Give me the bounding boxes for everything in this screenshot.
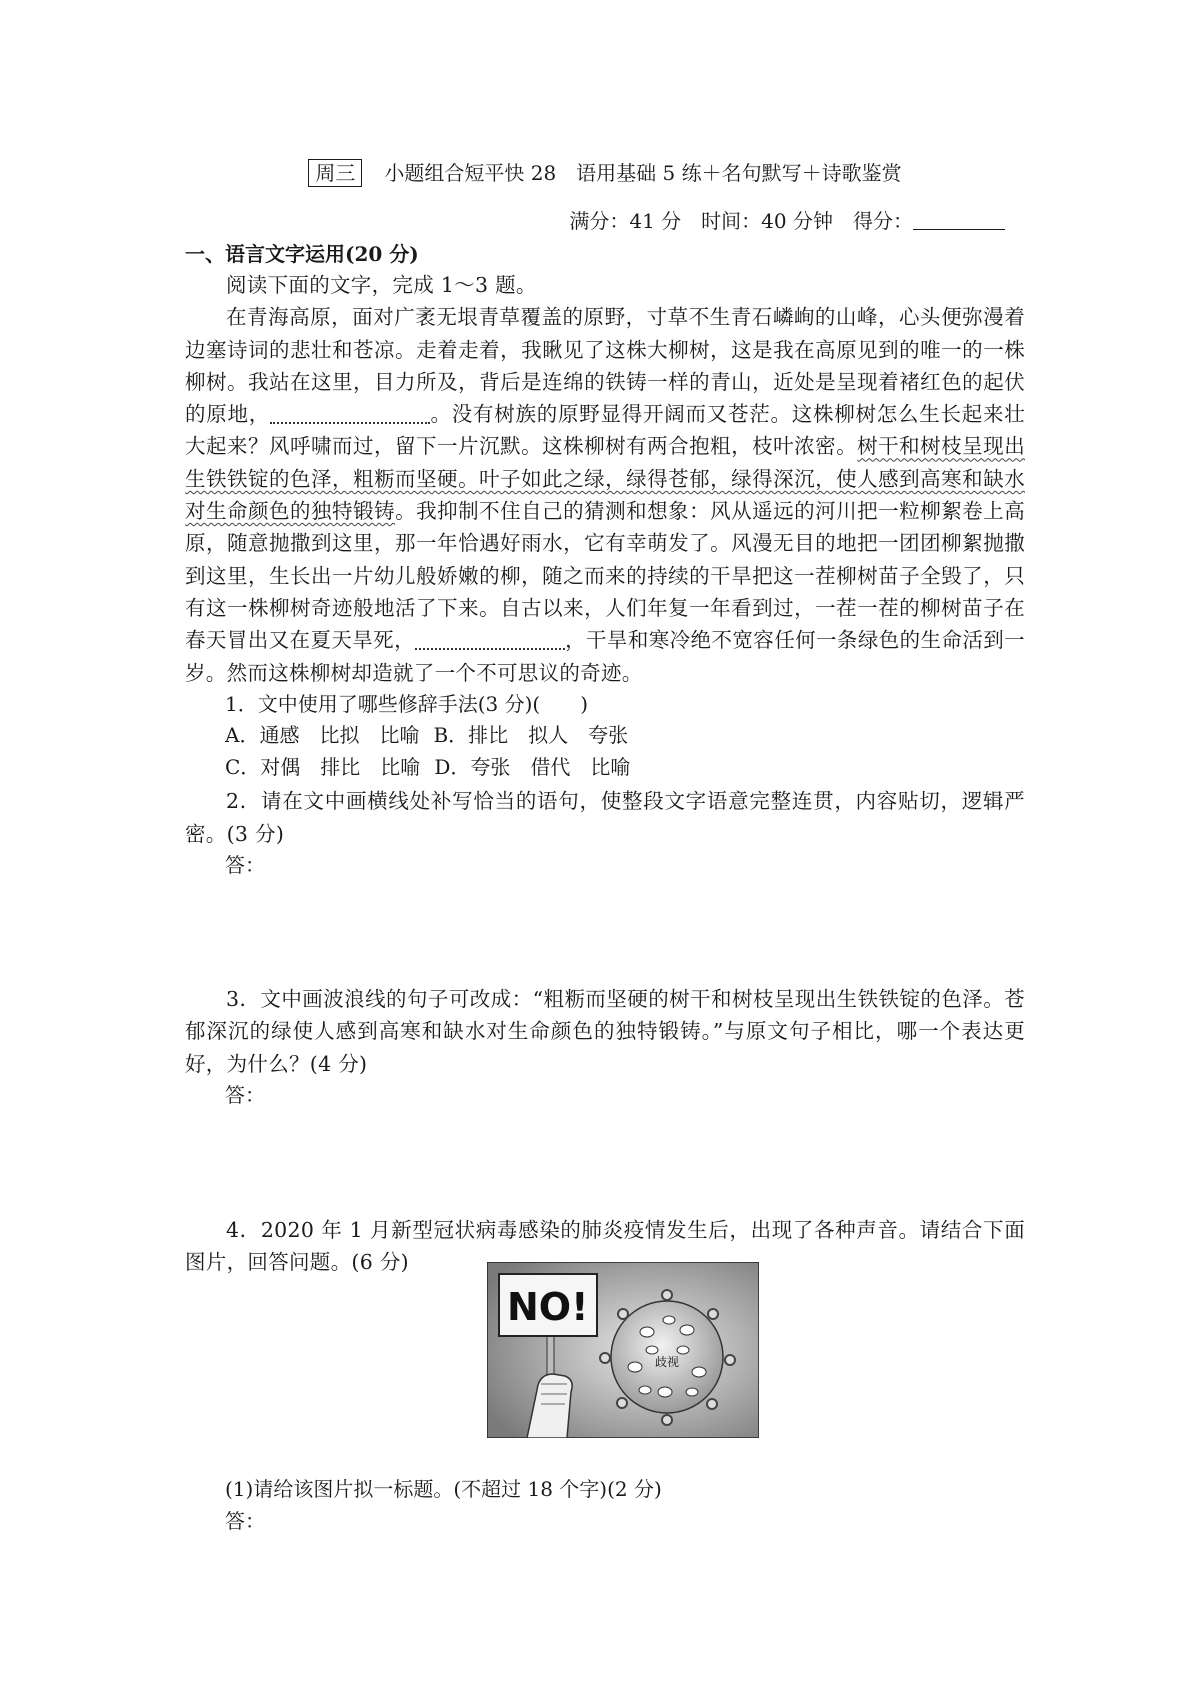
section-intro: 阅读下面的文字，完成 1～3 题。 (226, 273, 537, 297)
meta-text: 满分：41 分 时间：40 分钟 得分： (569, 209, 913, 233)
q3-answer-label: 答： (225, 1082, 265, 1107)
passage-text-4: ，干旱和寒冷绝不宽容任何一条绿色的生命活到一岁。然而这株柳树却造就了一个不可思议的奇迹。 (185, 628, 1025, 685)
question-2: 2．请在文中画横线处补写恰当的语句，使整段文字语意完整连贯，内容贴切，逻辑严密。(3 分) (185, 789, 1025, 846)
q1-option-c[interactable]: C．对偶 排比 比喻 (225, 754, 421, 779)
score-meta (185, 206, 1025, 236)
question-4: 4．2020 年 1 月新型冠状病毒感染的肺炎疫情发生后，出现了各种声音。请结合下面图片，回答问题。(6 分) (185, 1217, 1025, 1275)
q1-option-d[interactable]: D．夸张 借代 比喻 (434, 754, 631, 779)
q1-option-a[interactable]: A．通感 比拟 比喻 (225, 723, 420, 748)
virus-icon (600, 1290, 735, 1425)
cartoon-image (487, 1262, 759, 1438)
virus-label: 歧视 (655, 1355, 680, 1369)
question-1: 1．文中使用了哪些修辞手法(3 分)( ) (225, 691, 589, 716)
passage-text-1: 在青海高原，面对广袤无垠青草覆盖的原野，寸草不生青石嶙峋的山峰，心头便弥漫着边塞诗词的悲壮和苍凉。走着走着，我瞅见了这株大柳树，这是我在高原见到的唯一的一株柳树。我站在这里，目力所及，背后是连绵的铁铸一样的青山，近处是呈现着褚红色的起伏的原地， (185, 305, 1025, 427)
q2-answer-area[interactable] (185, 880, 1025, 983)
q3-answer-area[interactable] (185, 1110, 1025, 1214)
score-blank[interactable] (913, 209, 1005, 230)
q1-options-row-2 (185, 752, 1025, 784)
wavy-underlined-sentence: 树干和树枝呈现出生铁铁锭的色泽，粗粝而坚硬。叶子如此之绿，绿得苍郁，绿得深沉，使人感到高寒和缺水对生命颜色的独特锻铸 (185, 434, 1025, 524)
q1-option-b[interactable]: B．排比 拟人 夸张 (433, 723, 629, 748)
fill-blank-1[interactable] (270, 402, 430, 424)
passage-text-2: 。没有树族的原野显得开阔而又苍茫。这株柳树怎么生长起来壮大起来？风呼啸而过，留下一片沉默。这株柳树有两合抱粗，枝叶浓密。 (185, 402, 1025, 459)
passage-text-3: 。我抑制不住自己的猜测和想象：风从遥远的河川把一粒柳絮卷上高原，随意抛撒到这里，那一年恰遇好雨水，它有幸萌发了。风漫无目的地把一团团柳絮抛撒到这里，生长出一片幼儿般娇嫩的柳，随之而来的持续的干旱把这一茬柳树苗子全毁了，只有这一株柳树奇迹般地活了下来。自古以来，人们年复一年看到过，一茬一茬的柳树苗子在春天冒出又在夏天旱死， (185, 499, 1026, 653)
q4-answer-label: 答： (225, 1508, 265, 1533)
question-3: 3．文中画波浪线的句子可改成：“粗粝而坚硬的树干和树枝呈现出生铁铁锭的色泽。苍郁深沉的绿使人感到高寒和缺水对生命颜色的独特锻铸。”与原文句子相比，哪一个表达更好，为什么？(4 分) (185, 986, 1025, 1076)
section-heading: 一、语言文字运用(20 分) (185, 242, 419, 266)
reading-passage (185, 301, 1025, 689)
sign-text: NO! (507, 1285, 589, 1329)
q4-subquestion-1: (1)请给该图片拟一标题。(不超过 18 个字)(2 分) (225, 1477, 662, 1502)
q2-answer-label: 答： (225, 852, 265, 877)
fill-blank-2[interactable] (415, 628, 565, 650)
weekday-tag: 周三 (308, 159, 362, 187)
worksheet-header (185, 158, 1025, 188)
worksheet-title: 小题组合短平快 28 语用基础 5 练＋名句默写＋诗歌鉴赏 (384, 161, 902, 185)
q1-options-row-1 (185, 720, 1025, 752)
